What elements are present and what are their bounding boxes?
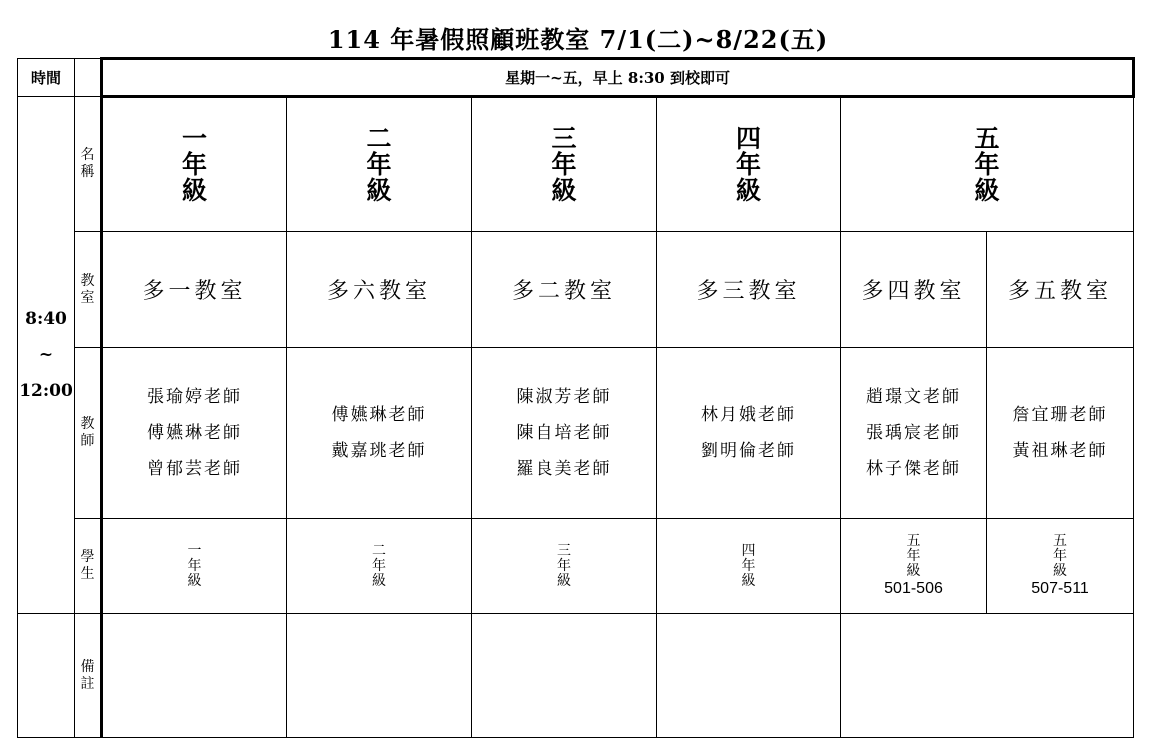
time-header: 時間 xyxy=(18,59,75,97)
teacher-name: 陳自培老師 xyxy=(516,423,612,443)
room-cell: 多五教室 xyxy=(987,232,1134,348)
notes-cell xyxy=(472,614,657,738)
room-cell: 多四教室 xyxy=(841,232,987,348)
schedule-note-banner: 星期一~五，早上 8:30 到校即可 xyxy=(102,59,1134,97)
teacher-cell xyxy=(102,348,287,519)
room-cell: 多三教室 xyxy=(657,232,841,348)
teacher-name: 林月娥老師 xyxy=(701,405,796,425)
teacher-cell xyxy=(987,348,1134,519)
grade-2-name: 二 年 級 xyxy=(287,97,472,232)
notes-cell xyxy=(841,614,1134,738)
teacher-name: 黃祖琳老師 xyxy=(1012,441,1108,461)
teacher-name: 陳淑芳老師 xyxy=(516,387,612,407)
teacher-name: 羅良美老師 xyxy=(516,459,612,479)
teacher-name: 戴嘉珧老師 xyxy=(331,441,427,461)
teacher-name: 林子傑老師 xyxy=(866,459,961,479)
row-label-name: 名 稱 xyxy=(75,97,102,232)
schedule-table xyxy=(17,57,1135,738)
grade-3-name: 三 年 級 xyxy=(472,97,657,232)
class-range: 501-506 xyxy=(884,579,943,597)
student-cell: 二 年 級 xyxy=(287,519,472,614)
teacher-name: 詹宜珊老師 xyxy=(1012,405,1108,425)
notes-cell xyxy=(102,614,287,738)
grade-4-name: 四 年 級 xyxy=(657,97,841,232)
notes-cell xyxy=(657,614,841,738)
teacher-name: 張瑀宸老師 xyxy=(866,423,961,443)
teacher-name: 傅嬿琳老師 xyxy=(147,423,242,443)
teacher-name: 曾郁芸老師 xyxy=(147,459,242,479)
notes-time-cell xyxy=(18,614,75,738)
time-end: 12:00 xyxy=(19,381,73,401)
time-separator: ~ xyxy=(38,345,54,365)
student-cell: 三 年 級 xyxy=(472,519,657,614)
room-cell: 多一教室 xyxy=(102,232,287,348)
row-label-room: 教 室 xyxy=(75,232,102,348)
class-range: 507-511 xyxy=(1031,579,1089,597)
teacher-cell xyxy=(657,348,841,519)
student-cell: 一 年 級 xyxy=(102,519,287,614)
row-label-teacher: 教 師 xyxy=(75,348,102,519)
header-blank-cell xyxy=(75,59,102,97)
row-label-student: 學 生 xyxy=(75,519,102,614)
teacher-cell xyxy=(841,348,987,519)
grade-5-name: 五 年 級 xyxy=(841,97,1134,232)
page-title: 114 年暑假照顧班教室 7/1(二)~8/22(五) xyxy=(327,25,829,54)
time-start: 8:40 xyxy=(25,309,67,329)
notes-cell xyxy=(287,614,472,738)
room-cell: 多六教室 xyxy=(287,232,472,348)
row-label-notes: 備 註 xyxy=(75,614,102,738)
teacher-name: 傅嬿琳老師 xyxy=(331,405,427,425)
teacher-cell xyxy=(472,348,657,519)
room-cell: 多二教室 xyxy=(472,232,657,348)
student-cell: 五 年 級 507-511 xyxy=(987,519,1134,614)
student-cell: 四 年 級 xyxy=(657,519,841,614)
time-range-cell xyxy=(18,97,75,614)
student-cell: 五 年 級 501-506 xyxy=(841,519,987,614)
teacher-name: 趙璟文老師 xyxy=(866,387,961,407)
teacher-name: 劉明倫老師 xyxy=(701,441,796,461)
teacher-name: 張瑜婷老師 xyxy=(147,387,242,407)
grade-1-name: 一 年 級 xyxy=(102,97,287,232)
teacher-cell xyxy=(287,348,472,519)
